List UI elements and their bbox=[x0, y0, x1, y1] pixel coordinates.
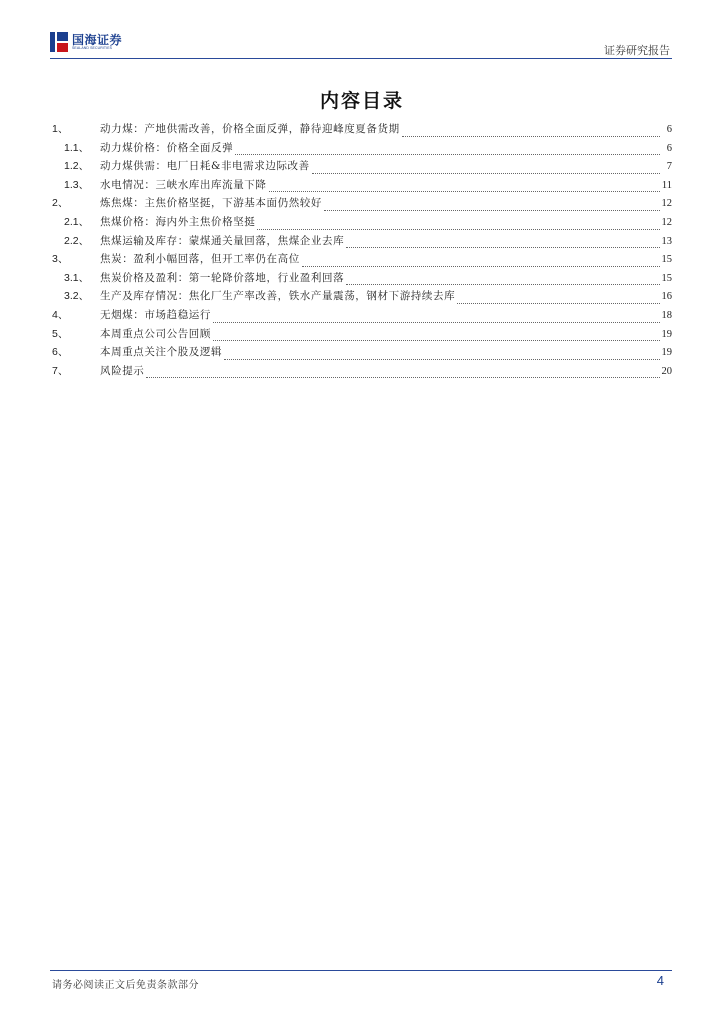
logo-english-name: SEALAND SECURITIES bbox=[72, 45, 113, 50]
toc-entry-page: 19 bbox=[661, 347, 672, 359]
toc-dot-leader bbox=[213, 322, 660, 323]
toc-entry[interactable] bbox=[52, 251, 672, 270]
toc-entry-page: 15 bbox=[661, 254, 672, 266]
toc-entry-number: 6、 bbox=[52, 346, 69, 359]
toc-entry-title: 焦炭：盈利小幅回落，但开工率仍在高位 bbox=[100, 253, 300, 266]
toc-entry-page: 16 bbox=[661, 291, 672, 303]
toc-title: 内容目录 bbox=[319, 90, 404, 112]
table-of-contents bbox=[52, 121, 672, 381]
toc-entry[interactable] bbox=[52, 288, 672, 307]
toc-dot-leader bbox=[402, 136, 660, 137]
toc-entry-page: 12 bbox=[661, 216, 672, 228]
toc-entry-page: 13 bbox=[661, 235, 672, 247]
toc-dot-leader bbox=[457, 303, 659, 304]
toc-entry-title: 炼焦煤：主焦价格坚挺，下游基本面仍然较好 bbox=[100, 197, 322, 210]
toc-dot-leader bbox=[213, 340, 660, 341]
toc-dot-leader bbox=[235, 154, 660, 155]
toc-entry[interactable] bbox=[52, 214, 672, 233]
toc-entry-page: 15 bbox=[661, 272, 672, 284]
toc-entry-number: 1.1、 bbox=[64, 141, 90, 154]
toc-entry-number: 2、 bbox=[52, 197, 69, 210]
toc-dot-leader bbox=[146, 377, 659, 378]
footer-divider bbox=[50, 970, 672, 971]
toc-entry-number: 3.2、 bbox=[64, 290, 90, 303]
toc-entry-page: 6 bbox=[666, 142, 672, 154]
toc-entry-number: 3、 bbox=[52, 253, 69, 266]
toc-entry[interactable] bbox=[52, 158, 672, 177]
disclaimer-note: 请务必阅读正文后免责条款部分 bbox=[52, 980, 199, 991]
toc-entry[interactable] bbox=[52, 195, 672, 214]
toc-entry-title: 动力煤价格：价格全面反弹 bbox=[100, 141, 234, 154]
toc-entry-number: 2.1、 bbox=[64, 215, 90, 228]
toc-entry-title: 本周重点关注个股及逻辑 bbox=[100, 346, 223, 359]
toc-entry-title: 风险提示 bbox=[100, 364, 145, 377]
header-divider bbox=[50, 58, 672, 59]
toc-entry[interactable] bbox=[52, 121, 672, 140]
toc-entry-page: 11 bbox=[661, 179, 672, 191]
toc-entry-number: 3.1、 bbox=[64, 271, 90, 284]
toc-entry-number: 2.2、 bbox=[64, 234, 90, 247]
toc-entry[interactable] bbox=[52, 270, 672, 289]
toc-dot-leader bbox=[346, 284, 659, 285]
toc-entry[interactable] bbox=[52, 344, 672, 363]
toc-entry-title: 无烟煤：市场趋稳运行 bbox=[100, 308, 211, 321]
toc-dot-leader bbox=[302, 266, 660, 267]
toc-entry[interactable] bbox=[52, 140, 672, 159]
toc-entry-number: 1.2、 bbox=[64, 160, 90, 173]
toc-entry-title: 动力煤：产地供需改善，价格全面反弹，静待迎峰度夏备货期 bbox=[100, 123, 400, 135]
toc-entry[interactable] bbox=[52, 307, 672, 326]
toc-entry[interactable] bbox=[52, 233, 672, 252]
toc-dot-leader bbox=[324, 210, 660, 211]
toc-entry-title: 动力煤供需：电厂日耗&非电需求边际改善 bbox=[100, 160, 310, 173]
toc-entry-page: 18 bbox=[661, 309, 672, 321]
toc-dot-leader bbox=[224, 359, 659, 360]
report-type-label: 证券研究报告 bbox=[604, 44, 670, 57]
toc-entry-number: 7、 bbox=[52, 364, 69, 377]
toc-entry-title: 焦煤运输及库存：蒙煤通关量回落，焦煤企业去库 bbox=[100, 234, 345, 247]
toc-entry-title: 水电情况：三峡水库出库流量下降 bbox=[100, 178, 267, 191]
toc-entry-page: 20 bbox=[661, 365, 672, 377]
toc-entry[interactable] bbox=[52, 177, 672, 196]
toc-entry-page: 6 bbox=[666, 124, 672, 135]
toc-entry-page: 12 bbox=[661, 198, 672, 210]
toc-dot-leader bbox=[346, 247, 659, 248]
toc-entry-title: 本周重点公司公告回顾 bbox=[100, 327, 211, 340]
toc-entry[interactable] bbox=[52, 363, 672, 382]
toc-entry-number: 5、 bbox=[52, 327, 69, 340]
toc-entry-page: 7 bbox=[666, 161, 672, 173]
logo-chinese-name: 国海证券 bbox=[72, 32, 123, 47]
toc-entry-title: 焦煤价格：海内外主焦价格坚挺 bbox=[100, 215, 256, 228]
toc-entry-number: 4、 bbox=[52, 308, 69, 321]
toc-entry-title: 生产及库存情况：焦化厂生产率改善，铁水产量震荡，钢材下游持续去库 bbox=[100, 290, 456, 303]
logo-mark-icon bbox=[50, 32, 68, 52]
page-header bbox=[50, 28, 672, 62]
toc-entry-title: 焦炭价格及盈利：第一轮降价落地，行业盈利回落 bbox=[100, 271, 345, 284]
toc-dot-leader bbox=[312, 173, 660, 174]
toc-entry[interactable] bbox=[52, 326, 672, 345]
toc-dot-leader bbox=[269, 191, 660, 192]
page-number: 4 bbox=[656, 973, 664, 988]
toc-entry-number: 1.3、 bbox=[64, 178, 90, 191]
company-logo bbox=[50, 30, 122, 54]
toc-entry-page: 19 bbox=[661, 328, 672, 340]
toc-entry-number: 1、 bbox=[52, 123, 69, 135]
toc-dot-leader bbox=[257, 229, 659, 230]
